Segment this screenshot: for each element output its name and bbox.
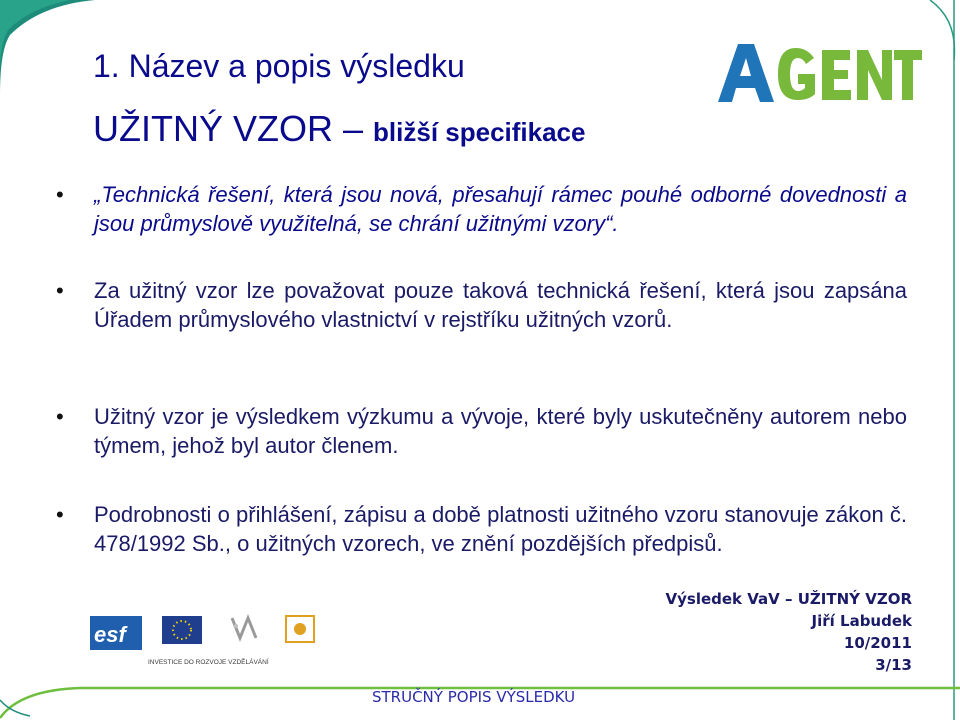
footer-section-label: STRUČNÝ POPIS VÝSLEDKU: [372, 688, 576, 706]
bullet-text: Užitný vzor je výsledkem výzkumu a vývoje, které byly uskutečněny autorem nebo týmem, jehož byl autor členem.: [94, 404, 907, 458]
subheading: [93, 108, 585, 150]
footer-author: Jiří Labudek: [811, 612, 912, 630]
msmt-logo: [232, 618, 256, 638]
footer-result-type: Výsledek VaV – UŽITNÝ VZOR: [665, 590, 912, 608]
subheading-dash: –: [333, 108, 374, 149]
op-vk-logo: [286, 616, 314, 642]
bullet-dot: •: [56, 502, 64, 527]
bullet-text: Podrobnosti o přihlášení, zápisu a době platnosti užitného vzoru stanovuje zákon č. 478/1992 Sb., o užitných vzorech, ve znění pozdějších předpisů.: [94, 502, 907, 556]
sponsor-tagline: INVESTICE DO ROZVOJE VZDĚLÁVÁNÍ: [148, 659, 269, 666]
esf-logo: [90, 616, 142, 650]
right-edge-decoration: [910, 0, 960, 720]
subheading-main: UŽITNÝ VZOR: [93, 108, 333, 149]
footer-page-number: 3/13: [875, 656, 912, 674]
agent-logo-mark: [718, 44, 922, 102]
footer-date: 10/2011: [843, 634, 912, 652]
eu-flag-logo: [162, 616, 202, 644]
esf-label: esf: [94, 622, 126, 647]
footer-info: [666, 588, 913, 676]
bullet-dot: •: [56, 278, 64, 303]
sponsor-logos: [90, 612, 340, 672]
subheading-sub: bližší specifikace: [373, 117, 586, 147]
corner-decoration: [0, 0, 95, 95]
bullet-dot: •: [56, 404, 64, 429]
agent-logo: [714, 36, 924, 108]
slide-title: 1. Název a popis výsledku: [93, 48, 465, 84]
bullet-text: Za užitný vzor lze považovat pouze taková technická řešení, která jsou zapsána Úřadem průmyslového vlastnictví v rejstříku užitných vzorů.: [94, 278, 907, 332]
bullet-text: „Technická řešení, která jsou nová, přesahují rámec pouhé odborné dovednosti a jsou průmyslově využitelná, se chrání užitnými vzory“.: [94, 182, 907, 236]
bullet-dot: •: [56, 182, 64, 207]
